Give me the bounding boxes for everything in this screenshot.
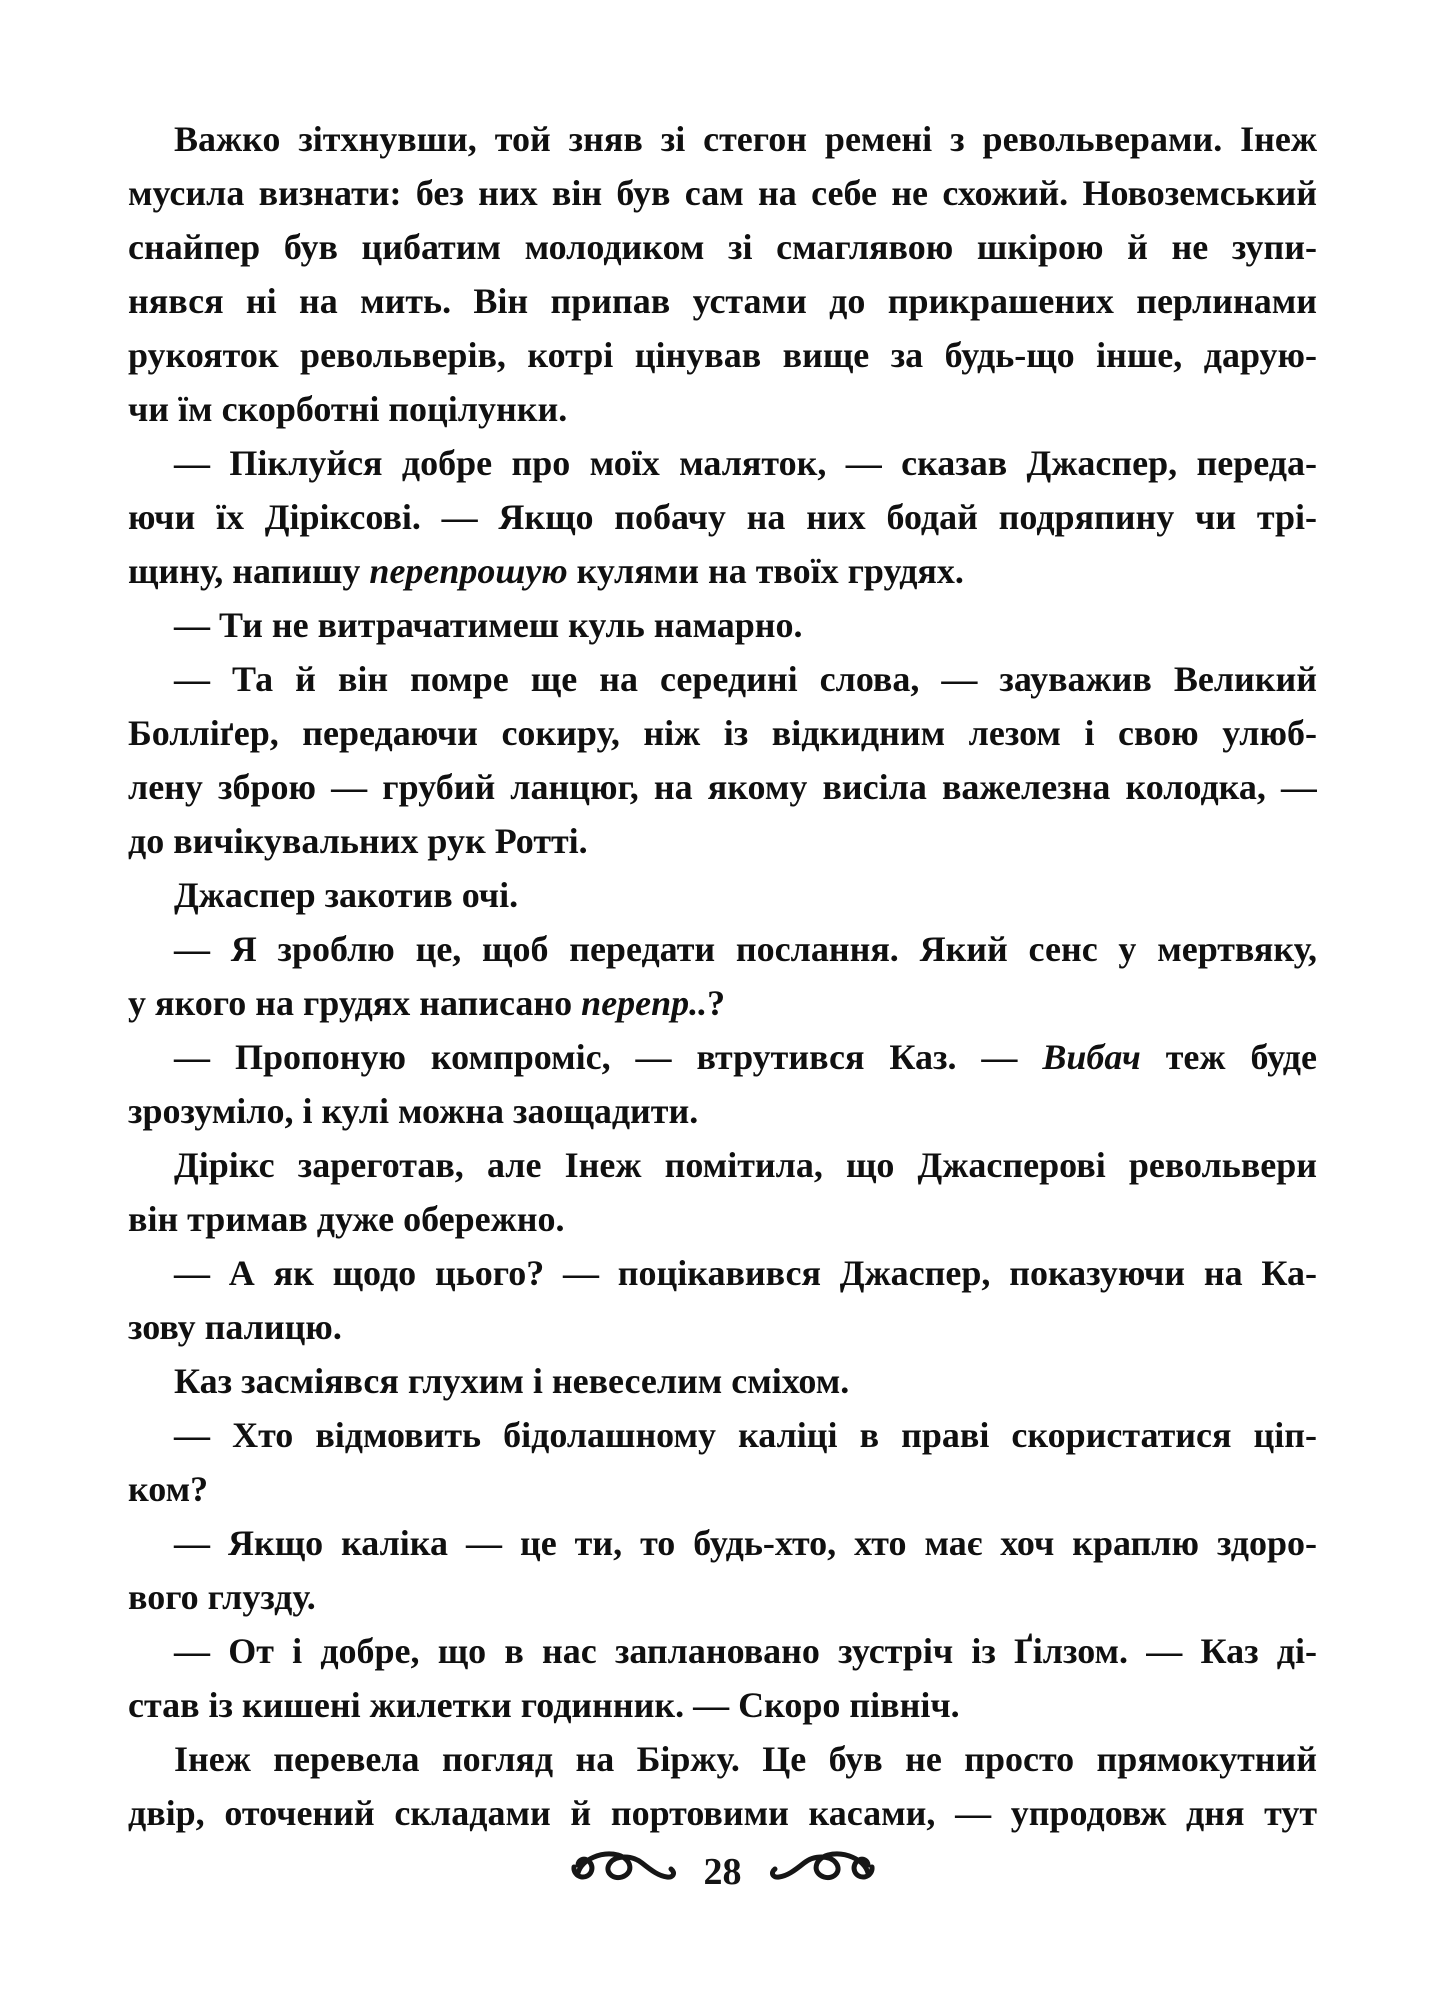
- text-run: ючи їх Діріксові. — Якщо побачу на них бодай подряпину чи трі-: [128, 497, 1317, 537]
- text-line: [128, 922, 1317, 976]
- text-run: — Ти не витрачатимеш куль намарно.: [174, 605, 803, 645]
- text-line: [128, 1084, 1317, 1138]
- text-line: [128, 1030, 1317, 1084]
- text-run: Дірікс зареготав, але Інеж помітила, що Джасперові револьвери: [174, 1145, 1317, 1185]
- paragraph: [128, 436, 1317, 598]
- text-run: Джаспер закотив очі.: [174, 875, 519, 915]
- text-line: [128, 1138, 1317, 1192]
- text-run: Важко зітхнувши, той зняв зі стегон ремені з револьверами. Інеж: [174, 119, 1317, 159]
- text-line: [128, 976, 1317, 1030]
- text-run: у якого на грудях написано: [128, 983, 582, 1023]
- text-line: [128, 1354, 1317, 1408]
- flourish-left-icon: [566, 1846, 678, 1894]
- text-run: став із кишені жилетки годинник. — Скоро північ.: [128, 1685, 960, 1725]
- paragraph: [128, 1246, 1317, 1354]
- text-block: [128, 112, 1317, 1840]
- text-run: зрозуміло, і кулі можна заощадити.: [128, 1091, 699, 1131]
- paragraph: [128, 1624, 1317, 1732]
- text-run: — От і добре, що в нас заплановано зустріч із Ґілзом. — Каз ді-: [174, 1631, 1317, 1671]
- text-line: [128, 1246, 1317, 1300]
- text-line: [128, 598, 1317, 652]
- text-run: зову палицю.: [128, 1307, 342, 1347]
- text-line: [128, 220, 1317, 274]
- paragraph: [128, 1408, 1317, 1516]
- text-line: [128, 760, 1317, 814]
- text-run: — Піклуйся добре про моїх маляток, — сказав Джаспер, переда-: [174, 443, 1317, 483]
- text-line: [128, 490, 1317, 544]
- text-run: вого глузду.: [128, 1577, 316, 1617]
- italic-run: перепр..: [581, 983, 708, 1023]
- italic-run: Вибач: [1042, 1037, 1141, 1077]
- text-run: до вичікувальних рук Ротті.: [128, 821, 588, 861]
- text-run: Каз засміявся глухим і невеселим сміхом.: [174, 1361, 850, 1401]
- text-run: Болліґер, передаючи сокиру, ніж із відкидним лезом і свою улюб-: [128, 713, 1317, 753]
- text-line: [128, 1570, 1317, 1624]
- paragraph: [128, 598, 1317, 652]
- text-run: — Я зроблю це, щоб передати послання. Який сенс у мертвяку,: [174, 929, 1317, 969]
- text-line: [128, 1300, 1317, 1354]
- text-run: — Та й він помре ще на середині слова, — зауважив Великий: [174, 659, 1317, 699]
- text-run: рукояток револьверів, котрі цінував вище за будь-що інше, дарую-: [128, 335, 1317, 375]
- paragraph: [128, 652, 1317, 868]
- text-run: мусила визнати: без них він був сам на себе не схожий. Новоземський: [128, 173, 1317, 213]
- text-run: — Пропоную компроміс, — втрутився Каз. —: [174, 1037, 1043, 1077]
- text-line: [128, 1678, 1317, 1732]
- text-line: [128, 1786, 1317, 1840]
- paragraph: [128, 1030, 1317, 1138]
- text-run: чи їм скорботні поцілунки.: [128, 389, 568, 429]
- text-line: [128, 328, 1317, 382]
- text-line: [128, 1408, 1317, 1462]
- text-run: щину, напишу: [128, 551, 370, 591]
- text-line: [128, 166, 1317, 220]
- text-line: [128, 274, 1317, 328]
- text-line: [128, 814, 1317, 868]
- text-line: [128, 706, 1317, 760]
- text-line: [128, 436, 1317, 490]
- text-run: — А як щодо цього? — поцікавився Джаспер, показуючи на Ка-: [174, 1253, 1317, 1293]
- italic-run: перепрошую: [369, 551, 568, 591]
- text-run: — Хто відмовить бідолашному каліці в праві скористатися ціп-: [174, 1415, 1317, 1455]
- text-line: [128, 382, 1317, 436]
- paragraph: [128, 922, 1317, 1030]
- text-line: [128, 112, 1317, 166]
- text-run: він тримав дуже обережно.: [128, 1199, 565, 1239]
- text-run: кулями на твоїх грудях.: [567, 551, 964, 591]
- paragraph: [128, 1138, 1317, 1246]
- text-run: снайпер був цибатим молодиком зі смаглявою шкірою й не зупи-: [128, 227, 1317, 267]
- text-line: [128, 544, 1317, 598]
- paragraph: [128, 868, 1317, 922]
- text-line: [128, 1732, 1317, 1786]
- text-line: [128, 868, 1317, 922]
- text-run: — Якщо каліка — це ти, то будь-хто, хто має хоч краплю здоро-: [174, 1523, 1317, 1563]
- paragraph: [128, 1732, 1317, 1840]
- text-line: [128, 1462, 1317, 1516]
- page-number: 28: [703, 1851, 742, 1893]
- text-run: ком?: [128, 1469, 209, 1509]
- page-footer: [0, 1846, 1445, 1894]
- text-line: [128, 1192, 1317, 1246]
- text-run: нявся ні на мить. Він припав устами до прикрашених перлинами: [128, 281, 1317, 321]
- text-run: лену зброю — грубий ланцюг, на якому висіла важелезна колодка, —: [128, 767, 1317, 807]
- paragraph: [128, 1354, 1317, 1408]
- text-line: [128, 1624, 1317, 1678]
- text-run: ?: [707, 983, 726, 1023]
- text-line: [128, 1516, 1317, 1570]
- paragraph: [128, 112, 1317, 436]
- text-run: теж буде: [1140, 1037, 1317, 1077]
- text-run: двір, оточений складами й портовими касами, — упродовж дня тут: [128, 1793, 1317, 1833]
- text-line: [128, 652, 1317, 706]
- text-run: Інеж перевела погляд на Біржу. Це був не просто прямокутний: [174, 1739, 1317, 1779]
- flourish-right-icon: [768, 1846, 880, 1894]
- paragraph: [128, 1516, 1317, 1624]
